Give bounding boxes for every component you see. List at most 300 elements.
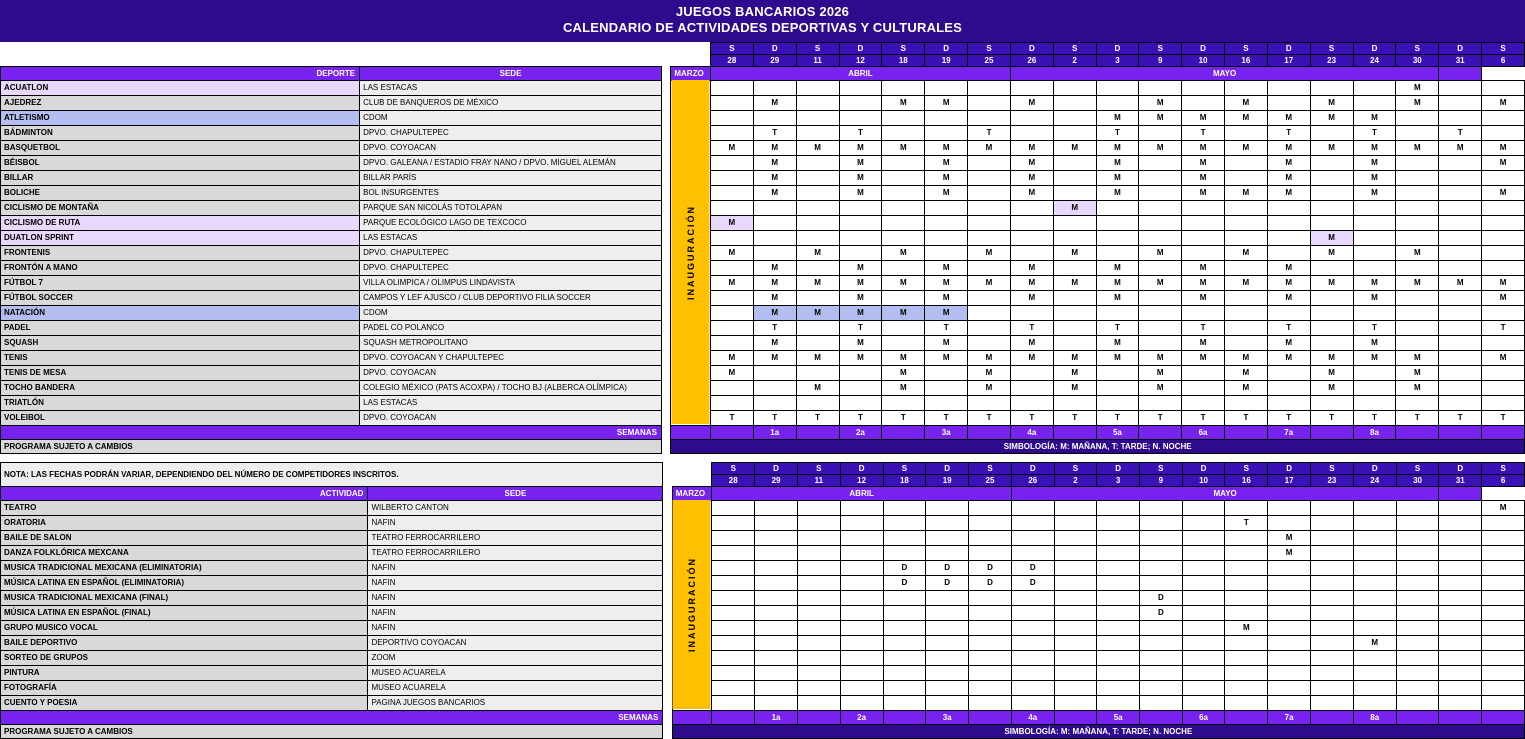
week-cell — [882, 425, 925, 439]
schedule-cell: M — [925, 350, 968, 365]
schedule-cell — [840, 560, 883, 575]
schedule-cell — [1139, 125, 1182, 140]
schedule-cell: T — [1010, 320, 1053, 335]
schedule-cell: M — [1267, 290, 1310, 305]
schedule-cell: M — [1010, 155, 1053, 170]
schedule-cell — [753, 200, 796, 215]
schedule-cell — [926, 545, 969, 560]
date-header: 23 — [1310, 54, 1353, 66]
schedule-cell — [883, 695, 926, 710]
schedule-cell — [1439, 665, 1482, 680]
schedule-cell — [969, 605, 1012, 620]
day-of-week-header: S — [1224, 42, 1267, 54]
schedule-cell — [712, 560, 755, 575]
schedule-cell: M — [925, 260, 968, 275]
schedule-cell: T — [1224, 410, 1267, 425]
row-activity-name: CICLISMO DE RUTA — [1, 215, 360, 230]
schedule-cell: M — [796, 305, 839, 320]
week-cell — [1439, 425, 1482, 439]
schedule-cell: T — [968, 410, 1011, 425]
day-of-week-header: S — [1140, 462, 1183, 474]
schedule-cell — [797, 605, 840, 620]
schedule-cell: M — [839, 260, 882, 275]
column-header-venue: SEDE — [360, 66, 662, 80]
weeks-row — [1, 425, 1525, 439]
schedule-cell — [1224, 125, 1267, 140]
schedule-cell — [1139, 80, 1182, 95]
schedule-cell: M — [925, 275, 968, 290]
schedule-cell: M — [1139, 245, 1182, 260]
schedule-cell: M — [1267, 155, 1310, 170]
schedule-cell — [1311, 665, 1354, 680]
schedule-cell — [1311, 680, 1354, 695]
schedule-cell — [883, 605, 926, 620]
footer-row — [1, 439, 1525, 453]
schedule-cell — [1054, 605, 1097, 620]
schedule-cell — [883, 620, 926, 635]
schedule-cell — [1396, 185, 1439, 200]
schedule-cell — [839, 95, 882, 110]
row-activity-name: BÁDMINTON — [1, 125, 360, 140]
schedule-cell: M — [1310, 95, 1353, 110]
schedule-cell — [1182, 215, 1225, 230]
day-of-week-header: S — [710, 42, 753, 54]
schedule-cell — [1097, 665, 1140, 680]
schedule-cell — [796, 320, 839, 335]
schedule-cell: M — [1310, 275, 1353, 290]
schedule-cell — [1396, 215, 1439, 230]
date-header: 30 — [1396, 54, 1439, 66]
schedule-cell — [1096, 365, 1139, 380]
row-activity-name: ACUATLON — [1, 80, 360, 95]
schedule-cell: M — [710, 215, 753, 230]
schedule-cell — [1011, 680, 1054, 695]
schedule-cell: M — [1224, 350, 1267, 365]
schedule-cell: T — [1353, 125, 1396, 140]
schedule-cell: M — [1310, 365, 1353, 380]
schedule-cell — [839, 215, 882, 230]
week-cell — [1439, 710, 1482, 724]
day-of-week-header: D — [840, 462, 883, 474]
schedule-cell — [1011, 635, 1054, 650]
schedule-cell: M — [1224, 245, 1267, 260]
schedule-cell — [840, 695, 883, 710]
schedule-cell — [1011, 620, 1054, 635]
schedule-cell — [882, 110, 925, 125]
date-header: 29 — [755, 474, 798, 486]
schedule-cell — [1011, 590, 1054, 605]
table-row — [1, 95, 1525, 110]
schedule-cell: T — [796, 410, 839, 425]
week-cell — [1311, 710, 1354, 724]
schedule-cell — [1310, 80, 1353, 95]
schedule-cell — [968, 200, 1011, 215]
schedule-cell — [712, 665, 755, 680]
month-header: ABRIL — [710, 66, 1010, 80]
schedule-cell — [1396, 335, 1439, 350]
schedule-cell — [1182, 575, 1225, 590]
schedule-cell: D — [969, 575, 1012, 590]
schedule-cell: D — [926, 560, 969, 575]
schedule-cell — [755, 605, 798, 620]
week-cell — [672, 710, 712, 724]
spacer-cell — [663, 724, 672, 738]
row-activity-name: BOLICHE — [1, 185, 360, 200]
row-activity-name: TOCHO BANDERA — [1, 380, 360, 395]
simbologia-legend: SIMBOLOGÍA: M: MAÑANA, T: TARDE; N. NOCHE — [672, 724, 1524, 738]
schedule-cell: M — [1396, 95, 1439, 110]
schedule-cell — [1139, 200, 1182, 215]
schedule-cell — [797, 560, 840, 575]
schedule-cell: M — [1310, 245, 1353, 260]
schedule-cell: M — [1310, 140, 1353, 155]
schedule-cell — [1353, 650, 1396, 665]
schedule-cell: M — [1396, 350, 1439, 365]
schedule-cell: M — [1396, 275, 1439, 290]
schedule-cell — [712, 620, 755, 635]
schedule-cell: T — [1096, 125, 1139, 140]
schedule-cell — [840, 635, 883, 650]
schedule-cell — [1140, 695, 1183, 710]
schedule-cell: D — [1011, 575, 1054, 590]
schedule-cell — [1439, 635, 1482, 650]
schedule-cell — [1396, 680, 1439, 695]
row-activity-name: CICLISMO DE MONTAÑA — [1, 200, 360, 215]
schedule-cell — [1353, 500, 1396, 515]
schedule-cell: M — [1310, 380, 1353, 395]
week-cell: 2a — [840, 710, 883, 724]
schedule-cell: M — [1482, 290, 1525, 305]
table-row — [1, 155, 1525, 170]
schedule-cell — [839, 200, 882, 215]
schedule-cell — [1482, 620, 1525, 635]
schedule-cell — [1225, 680, 1268, 695]
schedule-cell — [1396, 545, 1439, 560]
week-cell: 2a — [839, 425, 882, 439]
schedule-cell — [1353, 620, 1396, 635]
schedule-cell — [1396, 620, 1439, 635]
day-of-week-header: S — [712, 462, 755, 474]
schedule-cell: M — [753, 335, 796, 350]
spacer-cell — [663, 462, 712, 486]
schedule-cell — [1010, 125, 1053, 140]
schedule-cell — [1139, 230, 1182, 245]
schedule-cell — [1054, 695, 1097, 710]
schedule-cell — [1224, 260, 1267, 275]
table-row — [1, 515, 1525, 530]
schedule-cell: M — [968, 365, 1011, 380]
schedule-cell: M — [710, 245, 753, 260]
schedule-cell — [1482, 590, 1525, 605]
week-cell — [1225, 710, 1268, 724]
schedule-cell — [1054, 560, 1097, 575]
schedule-cell — [1054, 620, 1097, 635]
table-row — [1, 350, 1525, 365]
week-cell — [796, 425, 839, 439]
schedule-cell — [926, 530, 969, 545]
schedule-cell — [1225, 665, 1268, 680]
table-row — [1, 365, 1525, 380]
schedule-cell — [1396, 230, 1439, 245]
schedule-cell — [1482, 305, 1525, 320]
schedule-cell: M — [1267, 335, 1310, 350]
schedule-cell — [926, 590, 969, 605]
schedule-cell: M — [1010, 290, 1053, 305]
schedule-cell: M — [968, 140, 1011, 155]
table-row — [1, 230, 1525, 245]
weeks-label: SEMANAS — [1, 710, 663, 724]
schedule-cell — [1010, 365, 1053, 380]
schedule-cell: M — [1010, 275, 1053, 290]
schedule-cell — [1482, 575, 1525, 590]
schedule-cell — [1010, 215, 1053, 230]
schedule-cell — [1439, 215, 1482, 230]
schedule-cell — [1353, 380, 1396, 395]
schedule-cell — [1396, 635, 1439, 650]
schedule-cell — [1225, 590, 1268, 605]
table-row — [1, 290, 1525, 305]
schedule-cell — [797, 695, 840, 710]
schedule-cell: M — [753, 95, 796, 110]
schedule-cell: D — [969, 560, 1012, 575]
schedule-cell: M — [882, 140, 925, 155]
schedule-cell: T — [1096, 410, 1139, 425]
schedule-cell — [840, 650, 883, 665]
week-cell: 7a — [1268, 710, 1311, 724]
schedule-cell — [969, 515, 1012, 530]
row-venue-name: MUSEO ACUARELA — [368, 680, 663, 695]
schedule-cell: M — [1396, 365, 1439, 380]
schedule-cell — [1396, 260, 1439, 275]
row-activity-name: PADEL — [1, 320, 360, 335]
schedule-cell — [1097, 605, 1140, 620]
spacer-cell — [661, 425, 670, 439]
row-venue-name: DPVO. COYOACAN — [360, 365, 662, 380]
nota-text: NOTA: LAS FECHAS PODRÁN VARIAR, DEPENDIENDO DEL NÚMERO DE COMPETIDORES INSCRITOS. — [1, 462, 663, 486]
schedule-cell: M — [1482, 185, 1525, 200]
schedule-cell — [1439, 245, 1482, 260]
schedule-cell — [1482, 380, 1525, 395]
schedule-cell: M — [796, 140, 839, 155]
row-activity-name: DANZA FOLKLÓRICA MEXCANA — [1, 545, 368, 560]
schedule-cell — [1010, 80, 1053, 95]
row-venue-name: CDOM — [360, 110, 662, 125]
schedule-cell — [753, 215, 796, 230]
schedule-cell — [1482, 515, 1525, 530]
schedule-cell — [1311, 500, 1354, 515]
schedule-cell — [1140, 635, 1183, 650]
schedule-cell: M — [1053, 275, 1096, 290]
schedule-cell — [710, 290, 753, 305]
date-header: 9 — [1140, 474, 1183, 486]
schedule-cell — [1439, 560, 1482, 575]
schedule-cell: M — [1353, 110, 1396, 125]
schedule-cell — [1311, 635, 1354, 650]
schedule-cell — [1096, 230, 1139, 245]
schedule-cell: M — [753, 260, 796, 275]
schedule-cell: M — [925, 170, 968, 185]
schedule-cell — [1482, 635, 1525, 650]
schedule-cell — [1010, 395, 1053, 410]
schedule-cell: M — [1225, 620, 1268, 635]
schedule-cell — [1140, 530, 1183, 545]
schedule-cell — [1482, 395, 1525, 410]
schedule-cell — [1096, 80, 1139, 95]
schedule-cell — [968, 305, 1011, 320]
schedule-cell — [755, 530, 798, 545]
schedule-cell — [1139, 185, 1182, 200]
schedule-cell — [1482, 260, 1525, 275]
row-activity-name: BILLAR — [1, 170, 360, 185]
schedule-cell — [925, 215, 968, 230]
schedule-cell — [1311, 515, 1354, 530]
schedule-cell — [1310, 260, 1353, 275]
schedule-cell — [755, 545, 798, 560]
schedule-cell: M — [1267, 185, 1310, 200]
schedule-cell: T — [1182, 320, 1225, 335]
schedule-cell — [1182, 245, 1225, 260]
schedule-cell — [1310, 155, 1353, 170]
schedule-cell — [926, 680, 969, 695]
schedule-cell: T — [1439, 125, 1482, 140]
day-of-week-header: D — [1267, 42, 1310, 54]
week-cell: 1a — [755, 710, 798, 724]
schedule-cell — [1439, 500, 1482, 515]
schedule-cell: M — [1139, 110, 1182, 125]
schedule-cell: M — [839, 275, 882, 290]
table-row — [1, 200, 1525, 215]
schedule-cell: T — [1353, 410, 1396, 425]
schedule-cell — [882, 290, 925, 305]
schedule-cell — [1139, 290, 1182, 305]
day-of-week-header: D — [1439, 462, 1482, 474]
schedule-cell: T — [839, 125, 882, 140]
day-of-week-header: S — [1396, 42, 1439, 54]
weeks-row — [1, 710, 1525, 724]
schedule-cell: M — [1053, 350, 1096, 365]
row-activity-name: BAILE DEPORTIVO — [1, 635, 368, 650]
schedule-cell — [1310, 125, 1353, 140]
schedule-cell — [1482, 335, 1525, 350]
schedule-cell: M — [1224, 380, 1267, 395]
sports-calendar-table — [0, 42, 1525, 454]
schedule-cell: T — [1225, 515, 1268, 530]
schedule-cell — [712, 650, 755, 665]
schedule-cell — [1439, 575, 1482, 590]
schedule-cell — [1140, 665, 1183, 680]
schedule-cell — [753, 395, 796, 410]
schedule-cell — [1311, 560, 1354, 575]
schedule-cell — [796, 335, 839, 350]
row-venue-name: NAFIN — [368, 515, 663, 530]
schedule-cell — [1439, 110, 1482, 125]
schedule-cell — [925, 125, 968, 140]
schedule-cell — [1182, 695, 1225, 710]
schedule-cell — [710, 230, 753, 245]
schedule-cell: T — [839, 410, 882, 425]
row-venue-name: MUSEO ACUARELA — [368, 665, 663, 680]
schedule-cell — [969, 650, 1012, 665]
schedule-cell — [710, 95, 753, 110]
month-header: MARZO — [671, 66, 711, 80]
schedule-cell — [1482, 215, 1525, 230]
schedule-cell — [710, 80, 753, 95]
schedule-cell — [1268, 500, 1311, 515]
schedule-cell — [1053, 320, 1096, 335]
date-header: 30 — [1396, 474, 1439, 486]
month-header — [1439, 66, 1482, 80]
day-of-week-header: S — [1311, 462, 1354, 474]
date-header: 19 — [926, 474, 969, 486]
schedule-cell — [755, 635, 798, 650]
schedule-cell — [1396, 200, 1439, 215]
spacer-cell — [1, 42, 662, 66]
schedule-cell: M — [882, 275, 925, 290]
schedule-cell — [1439, 545, 1482, 560]
program-note: PROGRAMA SUJETO A CAMBIOS — [1, 724, 663, 738]
week-cell — [883, 710, 926, 724]
row-venue-name: DEPORTIVO COYOACAN — [368, 635, 663, 650]
schedule-cell — [1482, 80, 1525, 95]
schedule-cell — [1139, 170, 1182, 185]
schedule-cell: M — [925, 185, 968, 200]
schedule-cell — [1396, 305, 1439, 320]
table-row — [1, 335, 1525, 350]
row-venue-name: LAS ESTACAS — [360, 395, 662, 410]
schedule-cell — [1268, 620, 1311, 635]
schedule-cell: M — [1182, 155, 1225, 170]
row-activity-name: SORTEO DE GRUPOS — [1, 650, 368, 665]
schedule-cell — [1268, 680, 1311, 695]
schedule-cell — [1396, 290, 1439, 305]
schedule-cell — [1482, 605, 1525, 620]
schedule-cell — [1140, 680, 1183, 695]
schedule-cell — [1054, 530, 1097, 545]
week-cell — [1224, 425, 1267, 439]
schedule-cell — [1054, 650, 1097, 665]
schedule-cell — [883, 500, 926, 515]
schedule-cell — [925, 380, 968, 395]
schedule-cell — [1140, 515, 1183, 530]
schedule-cell — [1010, 305, 1053, 320]
schedule-cell — [1396, 500, 1439, 515]
schedule-cell — [1011, 500, 1054, 515]
schedule-cell: M — [710, 365, 753, 380]
schedule-cell — [839, 365, 882, 380]
schedule-cell — [1182, 365, 1225, 380]
schedule-cell — [1268, 650, 1311, 665]
schedule-cell — [1268, 560, 1311, 575]
schedule-cell — [712, 545, 755, 560]
schedule-cell: M — [1096, 275, 1139, 290]
schedule-cell — [1353, 305, 1396, 320]
schedule-cell — [1224, 170, 1267, 185]
schedule-cell — [1053, 335, 1096, 350]
schedule-cell — [882, 395, 925, 410]
schedule-cell — [1140, 560, 1183, 575]
row-venue-name: DPVO. COYOACAN Y CHAPULTEPEC — [360, 350, 662, 365]
row-activity-name: FOTOGRAFÍA — [1, 680, 368, 695]
schedule-cell: M — [796, 245, 839, 260]
schedule-cell — [1225, 635, 1268, 650]
schedule-cell — [840, 590, 883, 605]
schedule-cell — [1053, 110, 1096, 125]
date-header: 10 — [1182, 54, 1225, 66]
schedule-cell — [710, 335, 753, 350]
date-header: 3 — [1096, 54, 1139, 66]
schedule-cell: M — [882, 245, 925, 260]
schedule-cell — [840, 545, 883, 560]
